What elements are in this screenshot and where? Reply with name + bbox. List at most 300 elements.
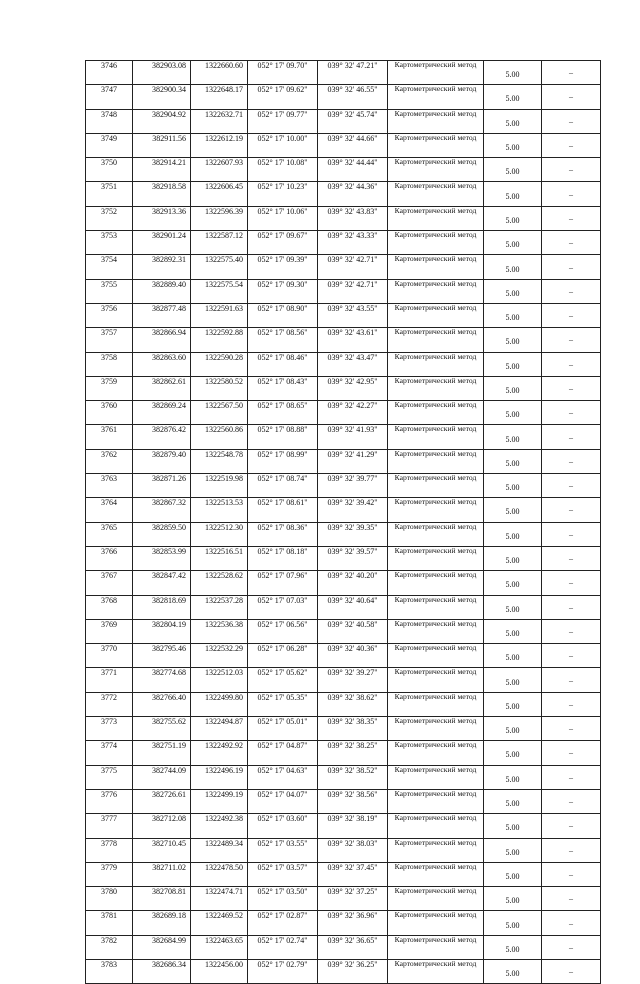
x-coordinate-cell: 382877.48 bbox=[133, 303, 191, 327]
longitude-cell: 039° 32' 42.71" bbox=[318, 255, 388, 279]
longitude-cell: 039° 32' 42.27" bbox=[318, 401, 388, 425]
dash-cell: – bbox=[542, 522, 601, 546]
y-coordinate-cell: 1322519.98 bbox=[191, 474, 248, 498]
longitude-cell: 039° 32' 46.55" bbox=[318, 85, 388, 109]
precision-cell: 5.00 bbox=[484, 522, 542, 546]
latitude-cell: 052° 17' 09.39" bbox=[248, 255, 318, 279]
point-number-cell: 3750 bbox=[86, 158, 133, 182]
precision-cell: 5.00 bbox=[484, 303, 542, 327]
dash-cell: – bbox=[542, 376, 601, 400]
point-number-cell: 3754 bbox=[86, 255, 133, 279]
latitude-cell: 052° 17' 08.46" bbox=[248, 352, 318, 376]
dash-cell: – bbox=[542, 546, 601, 570]
y-coordinate-cell: 1322469.52 bbox=[191, 911, 248, 935]
point-number-cell: 3747 bbox=[86, 85, 133, 109]
latitude-cell: 052° 17' 10.08" bbox=[248, 158, 318, 182]
point-number-cell: 3774 bbox=[86, 741, 133, 765]
y-coordinate-cell: 1322489.34 bbox=[191, 838, 248, 862]
x-coordinate-cell: 382774.68 bbox=[133, 668, 191, 692]
method-cell: Картометрический метод bbox=[388, 644, 484, 668]
y-coordinate-cell: 1322607.93 bbox=[191, 158, 248, 182]
point-number-cell: 3775 bbox=[86, 765, 133, 789]
method-cell: Картометрический метод bbox=[388, 61, 484, 85]
latitude-cell: 052° 17' 08.88" bbox=[248, 425, 318, 449]
dash-cell: – bbox=[542, 498, 601, 522]
precision-cell: 5.00 bbox=[484, 61, 542, 85]
method-cell: Картометрический метод bbox=[388, 862, 484, 886]
latitude-cell: 052° 17' 08.90" bbox=[248, 303, 318, 327]
latitude-cell: 052° 17' 09.30" bbox=[248, 279, 318, 303]
table-row bbox=[86, 498, 601, 522]
precision-cell: 5.00 bbox=[484, 571, 542, 595]
method-cell: Картометрический метод bbox=[388, 887, 484, 911]
longitude-cell: 039° 32' 44.36" bbox=[318, 182, 388, 206]
y-coordinate-cell: 1322512.30 bbox=[191, 522, 248, 546]
y-coordinate-cell: 1322596.39 bbox=[191, 206, 248, 230]
point-number-cell: 3763 bbox=[86, 474, 133, 498]
precision-cell: 5.00 bbox=[484, 279, 542, 303]
precision-cell: 5.00 bbox=[484, 741, 542, 765]
longitude-cell: 039° 32' 47.21" bbox=[318, 61, 388, 85]
latitude-cell: 052° 17' 08.99" bbox=[248, 449, 318, 473]
method-cell: Картометрический метод bbox=[388, 401, 484, 425]
table-row bbox=[86, 352, 601, 376]
point-number-cell: 3783 bbox=[86, 959, 133, 983]
y-coordinate-cell: 1322536.38 bbox=[191, 619, 248, 643]
table-row bbox=[86, 935, 601, 959]
method-cell: Картометрический метод bbox=[388, 692, 484, 716]
precision-cell: 5.00 bbox=[484, 887, 542, 911]
precision-cell: 5.00 bbox=[484, 85, 542, 109]
method-cell: Картометрический метод bbox=[388, 959, 484, 983]
y-coordinate-cell: 1322494.87 bbox=[191, 717, 248, 741]
point-number-cell: 3781 bbox=[86, 911, 133, 935]
method-cell: Картометрический метод bbox=[388, 303, 484, 327]
longitude-cell: 039° 32' 41.29" bbox=[318, 449, 388, 473]
latitude-cell: 052° 17' 05.01" bbox=[248, 717, 318, 741]
x-coordinate-cell: 382686.34 bbox=[133, 959, 191, 983]
precision-cell: 5.00 bbox=[484, 376, 542, 400]
x-coordinate-cell: 382818.69 bbox=[133, 595, 191, 619]
x-coordinate-cell: 382911.56 bbox=[133, 133, 191, 157]
method-cell: Картометрический метод bbox=[388, 789, 484, 813]
method-cell: Картометрический метод bbox=[388, 838, 484, 862]
table-row bbox=[86, 158, 601, 182]
dash-cell: – bbox=[542, 765, 601, 789]
x-coordinate-cell: 382914.21 bbox=[133, 158, 191, 182]
precision-cell: 5.00 bbox=[484, 546, 542, 570]
y-coordinate-cell: 1322492.92 bbox=[191, 741, 248, 765]
x-coordinate-cell: 382684.99 bbox=[133, 935, 191, 959]
precision-cell: 5.00 bbox=[484, 595, 542, 619]
longitude-cell: 039° 32' 37.25" bbox=[318, 887, 388, 911]
longitude-cell: 039° 32' 38.19" bbox=[318, 814, 388, 838]
dash-cell: – bbox=[542, 303, 601, 327]
longitude-cell: 039° 32' 43.47" bbox=[318, 352, 388, 376]
table-row bbox=[86, 959, 601, 983]
latitude-cell: 052° 17' 08.65" bbox=[248, 401, 318, 425]
method-cell: Картометрический метод bbox=[388, 376, 484, 400]
method-cell: Картометрический метод bbox=[388, 765, 484, 789]
y-coordinate-cell: 1322660.60 bbox=[191, 61, 248, 85]
latitude-cell: 052° 17' 06.56" bbox=[248, 619, 318, 643]
point-number-cell: 3752 bbox=[86, 206, 133, 230]
x-coordinate-cell: 382879.40 bbox=[133, 449, 191, 473]
method-cell: Картометрический метод bbox=[388, 571, 484, 595]
point-number-cell: 3755 bbox=[86, 279, 133, 303]
longitude-cell: 039° 32' 43.61" bbox=[318, 328, 388, 352]
dash-cell: – bbox=[542, 862, 601, 886]
precision-cell: 5.00 bbox=[484, 814, 542, 838]
method-cell: Картометрический метод bbox=[388, 595, 484, 619]
x-coordinate-cell: 382892.31 bbox=[133, 255, 191, 279]
y-coordinate-cell: 1322532.29 bbox=[191, 644, 248, 668]
table-row bbox=[86, 376, 601, 400]
y-coordinate-cell: 1322537.28 bbox=[191, 595, 248, 619]
point-number-cell: 3759 bbox=[86, 376, 133, 400]
table-row bbox=[86, 425, 601, 449]
x-coordinate-cell: 382876.42 bbox=[133, 425, 191, 449]
y-coordinate-cell: 1322548.78 bbox=[191, 449, 248, 473]
x-coordinate-cell: 382795.46 bbox=[133, 644, 191, 668]
longitude-cell: 039° 32' 40.20" bbox=[318, 571, 388, 595]
longitude-cell: 039° 32' 40.58" bbox=[318, 619, 388, 643]
latitude-cell: 052° 17' 03.57" bbox=[248, 862, 318, 886]
point-number-cell: 3780 bbox=[86, 887, 133, 911]
method-cell: Картометрический метод bbox=[388, 158, 484, 182]
table-body bbox=[86, 61, 601, 984]
dash-cell: – bbox=[542, 571, 601, 595]
dash-cell: – bbox=[542, 279, 601, 303]
precision-cell: 5.00 bbox=[484, 862, 542, 886]
method-cell: Картометрический метод bbox=[388, 182, 484, 206]
table-row bbox=[86, 692, 601, 716]
longitude-cell: 039° 32' 38.56" bbox=[318, 789, 388, 813]
longitude-cell: 039° 32' 38.03" bbox=[318, 838, 388, 862]
precision-cell: 5.00 bbox=[484, 789, 542, 813]
longitude-cell: 039° 32' 44.66" bbox=[318, 133, 388, 157]
table-row bbox=[86, 571, 601, 595]
coordinates-table bbox=[85, 60, 601, 984]
longitude-cell: 039° 32' 39.42" bbox=[318, 498, 388, 522]
precision-cell: 5.00 bbox=[484, 449, 542, 473]
method-cell: Картометрический метод bbox=[388, 109, 484, 133]
longitude-cell: 039° 32' 45.74" bbox=[318, 109, 388, 133]
x-coordinate-cell: 382726.61 bbox=[133, 789, 191, 813]
point-number-cell: 3751 bbox=[86, 182, 133, 206]
method-cell: Картометрический метод bbox=[388, 522, 484, 546]
precision-cell: 5.00 bbox=[484, 668, 542, 692]
precision-cell: 5.00 bbox=[484, 158, 542, 182]
point-number-cell: 3748 bbox=[86, 109, 133, 133]
point-number-cell: 3777 bbox=[86, 814, 133, 838]
latitude-cell: 052° 17' 09.77" bbox=[248, 109, 318, 133]
method-cell: Картометрический метод bbox=[388, 279, 484, 303]
point-number-cell: 3757 bbox=[86, 328, 133, 352]
method-cell: Картометрический метод bbox=[388, 911, 484, 935]
dash-cell: – bbox=[542, 789, 601, 813]
latitude-cell: 052° 17' 06.28" bbox=[248, 644, 318, 668]
dash-cell: – bbox=[542, 401, 601, 425]
latitude-cell: 052° 17' 04.87" bbox=[248, 741, 318, 765]
table-row bbox=[86, 255, 601, 279]
precision-cell: 5.00 bbox=[484, 474, 542, 498]
longitude-cell: 039° 32' 36.96" bbox=[318, 911, 388, 935]
table-row bbox=[86, 303, 601, 327]
x-coordinate-cell: 382766.40 bbox=[133, 692, 191, 716]
table-row bbox=[86, 595, 601, 619]
y-coordinate-cell: 1322591.63 bbox=[191, 303, 248, 327]
table-row bbox=[86, 474, 601, 498]
dash-cell: – bbox=[542, 231, 601, 255]
dash-cell: – bbox=[542, 644, 601, 668]
point-number-cell: 3766 bbox=[86, 546, 133, 570]
dash-cell: – bbox=[542, 887, 601, 911]
method-cell: Картометрический метод bbox=[388, 133, 484, 157]
method-cell: Картометрический метод bbox=[388, 619, 484, 643]
precision-cell: 5.00 bbox=[484, 692, 542, 716]
y-coordinate-cell: 1322632.71 bbox=[191, 109, 248, 133]
precision-cell: 5.00 bbox=[484, 717, 542, 741]
point-number-cell: 3768 bbox=[86, 595, 133, 619]
x-coordinate-cell: 382744.09 bbox=[133, 765, 191, 789]
table-row bbox=[86, 838, 601, 862]
latitude-cell: 052° 17' 10.23" bbox=[248, 182, 318, 206]
x-coordinate-cell: 382904.92 bbox=[133, 109, 191, 133]
longitude-cell: 039° 32' 44.44" bbox=[318, 158, 388, 182]
longitude-cell: 039° 32' 38.52" bbox=[318, 765, 388, 789]
x-coordinate-cell: 382863.60 bbox=[133, 352, 191, 376]
latitude-cell: 052° 17' 09.70" bbox=[248, 61, 318, 85]
y-coordinate-cell: 1322580.52 bbox=[191, 376, 248, 400]
table-row bbox=[86, 61, 601, 85]
table-row bbox=[86, 911, 601, 935]
point-number-cell: 3749 bbox=[86, 133, 133, 157]
longitude-cell: 039° 32' 43.33" bbox=[318, 231, 388, 255]
table-row bbox=[86, 741, 601, 765]
y-coordinate-cell: 1322575.40 bbox=[191, 255, 248, 279]
method-cell: Картометрический метод bbox=[388, 231, 484, 255]
method-cell: Картометрический метод bbox=[388, 668, 484, 692]
x-coordinate-cell: 382853.99 bbox=[133, 546, 191, 570]
point-number-cell: 3767 bbox=[86, 571, 133, 595]
table-row bbox=[86, 133, 601, 157]
longitude-cell: 039° 32' 39.77" bbox=[318, 474, 388, 498]
method-cell: Картометрический метод bbox=[388, 206, 484, 230]
dash-cell: – bbox=[542, 61, 601, 85]
precision-cell: 5.00 bbox=[484, 182, 542, 206]
y-coordinate-cell: 1322499.19 bbox=[191, 789, 248, 813]
latitude-cell: 052° 17' 05.35" bbox=[248, 692, 318, 716]
latitude-cell: 052° 17' 08.36" bbox=[248, 522, 318, 546]
latitude-cell: 052° 17' 02.87" bbox=[248, 911, 318, 935]
precision-cell: 5.00 bbox=[484, 425, 542, 449]
y-coordinate-cell: 1322612.19 bbox=[191, 133, 248, 157]
dash-cell: – bbox=[542, 935, 601, 959]
longitude-cell: 039° 32' 42.95" bbox=[318, 376, 388, 400]
dash-cell: – bbox=[542, 449, 601, 473]
method-cell: Картометрический метод bbox=[388, 546, 484, 570]
dash-cell: – bbox=[542, 352, 601, 376]
dash-cell: – bbox=[542, 741, 601, 765]
point-number-cell: 3764 bbox=[86, 498, 133, 522]
point-number-cell: 3753 bbox=[86, 231, 133, 255]
latitude-cell: 052° 17' 04.63" bbox=[248, 765, 318, 789]
latitude-cell: 052° 17' 03.55" bbox=[248, 838, 318, 862]
point-number-cell: 3760 bbox=[86, 401, 133, 425]
precision-cell: 5.00 bbox=[484, 935, 542, 959]
x-coordinate-cell: 382903.08 bbox=[133, 61, 191, 85]
table-row bbox=[86, 279, 601, 303]
method-cell: Картометрический метод bbox=[388, 935, 484, 959]
dash-cell: – bbox=[542, 911, 601, 935]
x-coordinate-cell: 382913.36 bbox=[133, 206, 191, 230]
table-row bbox=[86, 546, 601, 570]
x-coordinate-cell: 382751.19 bbox=[133, 741, 191, 765]
precision-cell: 5.00 bbox=[484, 109, 542, 133]
x-coordinate-cell: 382889.40 bbox=[133, 279, 191, 303]
y-coordinate-cell: 1322575.54 bbox=[191, 279, 248, 303]
longitude-cell: 039° 32' 38.62" bbox=[318, 692, 388, 716]
table-row bbox=[86, 206, 601, 230]
longitude-cell: 039° 32' 39.57" bbox=[318, 546, 388, 570]
x-coordinate-cell: 382871.26 bbox=[133, 474, 191, 498]
table-row bbox=[86, 85, 601, 109]
longitude-cell: 039° 32' 37.45" bbox=[318, 862, 388, 886]
longitude-cell: 039° 32' 38.25" bbox=[318, 741, 388, 765]
table-row bbox=[86, 109, 601, 133]
precision-cell: 5.00 bbox=[484, 133, 542, 157]
x-coordinate-cell: 382712.08 bbox=[133, 814, 191, 838]
table-row bbox=[86, 231, 601, 255]
precision-cell: 5.00 bbox=[484, 401, 542, 425]
point-number-cell: 3776 bbox=[86, 789, 133, 813]
point-number-cell: 3773 bbox=[86, 717, 133, 741]
longitude-cell: 039° 32' 39.35" bbox=[318, 522, 388, 546]
dash-cell: – bbox=[542, 328, 601, 352]
dash-cell: – bbox=[542, 85, 601, 109]
y-coordinate-cell: 1322492.38 bbox=[191, 814, 248, 838]
y-coordinate-cell: 1322513.53 bbox=[191, 498, 248, 522]
method-cell: Картометрический метод bbox=[388, 425, 484, 449]
table-row bbox=[86, 449, 601, 473]
table-row bbox=[86, 717, 601, 741]
y-coordinate-cell: 1322463.65 bbox=[191, 935, 248, 959]
longitude-cell: 039° 32' 42.71" bbox=[318, 279, 388, 303]
latitude-cell: 052° 17' 03.60" bbox=[248, 814, 318, 838]
y-coordinate-cell: 1322560.86 bbox=[191, 425, 248, 449]
y-coordinate-cell: 1322496.19 bbox=[191, 765, 248, 789]
longitude-cell: 039° 32' 36.25" bbox=[318, 959, 388, 983]
table-row bbox=[86, 619, 601, 643]
y-coordinate-cell: 1322499.80 bbox=[191, 692, 248, 716]
point-number-cell: 3779 bbox=[86, 862, 133, 886]
point-number-cell: 3756 bbox=[86, 303, 133, 327]
longitude-cell: 039° 32' 38.35" bbox=[318, 717, 388, 741]
dash-cell: – bbox=[542, 692, 601, 716]
latitude-cell: 052° 17' 02.74" bbox=[248, 935, 318, 959]
latitude-cell: 052° 17' 08.56" bbox=[248, 328, 318, 352]
point-number-cell: 3762 bbox=[86, 449, 133, 473]
longitude-cell: 039° 32' 43.55" bbox=[318, 303, 388, 327]
latitude-cell: 052° 17' 09.67" bbox=[248, 231, 318, 255]
table-row bbox=[86, 644, 601, 668]
x-coordinate-cell: 382869.24 bbox=[133, 401, 191, 425]
dash-cell: – bbox=[542, 255, 601, 279]
y-coordinate-cell: 1322606.45 bbox=[191, 182, 248, 206]
latitude-cell: 052° 17' 07.03" bbox=[248, 595, 318, 619]
point-number-cell: 3782 bbox=[86, 935, 133, 959]
x-coordinate-cell: 382755.62 bbox=[133, 717, 191, 741]
x-coordinate-cell: 382708.81 bbox=[133, 887, 191, 911]
dash-cell: – bbox=[542, 595, 601, 619]
point-number-cell: 3758 bbox=[86, 352, 133, 376]
precision-cell: 5.00 bbox=[484, 619, 542, 643]
y-coordinate-cell: 1322592.88 bbox=[191, 328, 248, 352]
method-cell: Картометрический метод bbox=[388, 328, 484, 352]
method-cell: Картометрический метод bbox=[388, 717, 484, 741]
dash-cell: – bbox=[542, 717, 601, 741]
longitude-cell: 039° 32' 39.27" bbox=[318, 668, 388, 692]
x-coordinate-cell: 382866.94 bbox=[133, 328, 191, 352]
x-coordinate-cell: 382867.32 bbox=[133, 498, 191, 522]
table-row bbox=[86, 862, 601, 886]
dash-cell: – bbox=[542, 668, 601, 692]
method-cell: Картометрический метод bbox=[388, 352, 484, 376]
method-cell: Картометрический метод bbox=[388, 449, 484, 473]
x-coordinate-cell: 382918.58 bbox=[133, 182, 191, 206]
table-row bbox=[86, 887, 601, 911]
latitude-cell: 052° 17' 08.74" bbox=[248, 474, 318, 498]
precision-cell: 5.00 bbox=[484, 206, 542, 230]
x-coordinate-cell: 382710.45 bbox=[133, 838, 191, 862]
precision-cell: 5.00 bbox=[484, 231, 542, 255]
latitude-cell: 052° 17' 03.50" bbox=[248, 887, 318, 911]
dash-cell: – bbox=[542, 814, 601, 838]
longitude-cell: 039° 32' 40.36" bbox=[318, 644, 388, 668]
table-row bbox=[86, 182, 601, 206]
dash-cell: – bbox=[542, 158, 601, 182]
table-row bbox=[86, 765, 601, 789]
x-coordinate-cell: 382711.02 bbox=[133, 862, 191, 886]
point-number-cell: 3770 bbox=[86, 644, 133, 668]
dash-cell: – bbox=[542, 182, 601, 206]
latitude-cell: 052° 17' 08.43" bbox=[248, 376, 318, 400]
latitude-cell: 052° 17' 08.18" bbox=[248, 546, 318, 570]
longitude-cell: 039° 32' 40.64" bbox=[318, 595, 388, 619]
y-coordinate-cell: 1322587.12 bbox=[191, 231, 248, 255]
point-number-cell: 3769 bbox=[86, 619, 133, 643]
longitude-cell: 039° 32' 43.83" bbox=[318, 206, 388, 230]
x-coordinate-cell: 382862.61 bbox=[133, 376, 191, 400]
latitude-cell: 052° 17' 10.06" bbox=[248, 206, 318, 230]
precision-cell: 5.00 bbox=[484, 644, 542, 668]
latitude-cell: 052° 17' 04.07" bbox=[248, 789, 318, 813]
precision-cell: 5.00 bbox=[484, 765, 542, 789]
longitude-cell: 039° 32' 36.65" bbox=[318, 935, 388, 959]
y-coordinate-cell: 1322516.51 bbox=[191, 546, 248, 570]
dash-cell: – bbox=[542, 206, 601, 230]
table-row bbox=[86, 814, 601, 838]
y-coordinate-cell: 1322456.00 bbox=[191, 959, 248, 983]
method-cell: Картометрический метод bbox=[388, 474, 484, 498]
point-number-cell: 3778 bbox=[86, 838, 133, 862]
latitude-cell: 052° 17' 02.79" bbox=[248, 959, 318, 983]
method-cell: Картометрический метод bbox=[388, 498, 484, 522]
y-coordinate-cell: 1322478.50 bbox=[191, 862, 248, 886]
method-cell: Картометрический метод bbox=[388, 85, 484, 109]
y-coordinate-cell: 1322528.62 bbox=[191, 571, 248, 595]
